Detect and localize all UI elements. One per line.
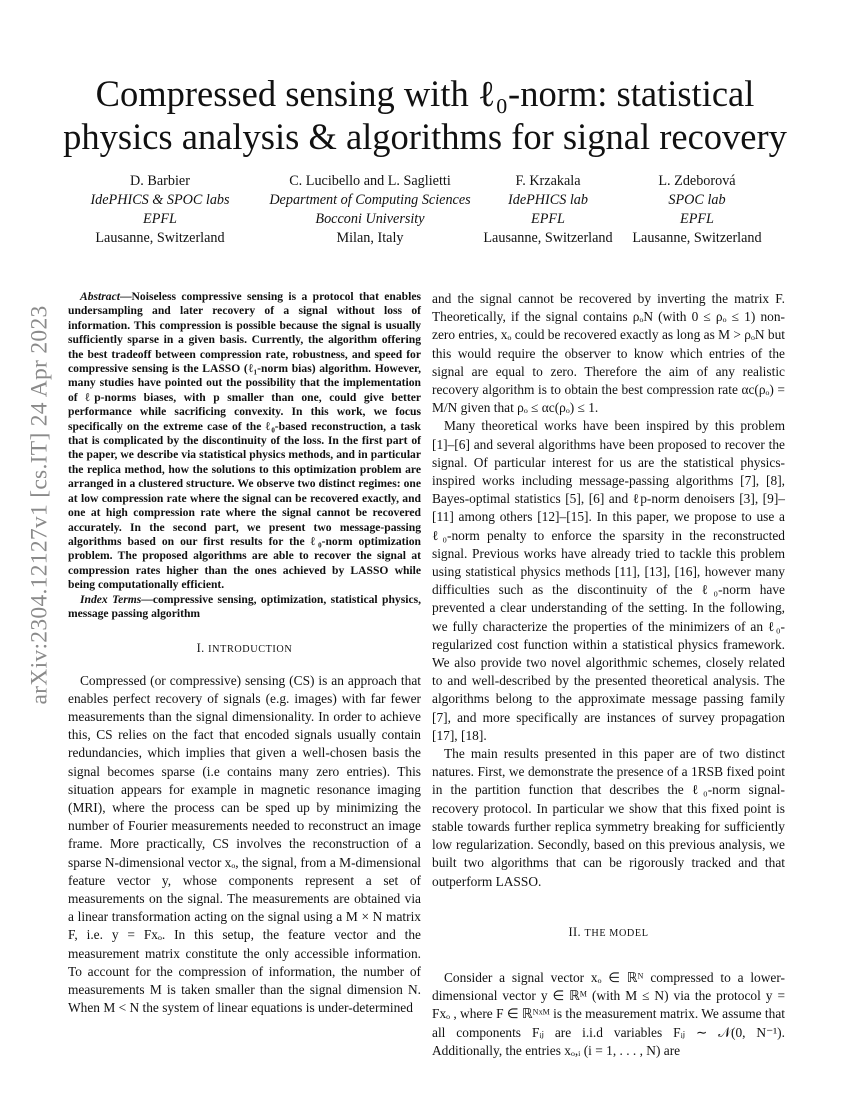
intro-paragraph-1-continued: and the signal cannot be recovered by inverting the matrix F. Theoretically, if the signal contains ρₒN (with 0 ≤ ρₒ ≤ 1) non-zero entries, xₒ could be recovered exactly as long as M > ρₒN but this would require the observer to know which entries of the signal are equal to zero. Therefore the aim of any realistic recovery algorithm is to obtain the best compression rate αc(ρₒ) = M/N given that ρₒ ≤ αc(ρₒ) ≤ 1. xyxy=(432,291,785,416)
title-line-1: Compressed sensing with ℓ₀-norm: statistical xyxy=(95,73,755,114)
author-2 xyxy=(245,172,495,248)
author-name: C. Lucibello and L. Saglietti xyxy=(289,173,451,189)
section-title: INTRODUCTION xyxy=(208,644,293,656)
arxiv-id: arXiv:2304.12127v1 [cs.IT] 24 Apr 2023 xyxy=(26,305,53,705)
paper-title xyxy=(60,72,790,158)
index-terms-label: Index Terms xyxy=(80,592,142,606)
section-heading-model xyxy=(432,923,785,943)
arxiv-sidebar xyxy=(20,300,60,710)
abstract xyxy=(68,290,421,593)
author-institution: EPFL xyxy=(680,211,714,227)
intro-paragraph-2: Many theoretical works have been inspired by this problem [1]–[6] and several algorithms have been proposed to recover the signal. Of particular interest for us are the statistical physics-inspired works including message-passing algorithms [7], [8], Bayes-optimal statistics [5], [6] and ℓp-norm denoisers [3], [9]–[11] among others [12]–[15]. In this paper, we propose to use a ℓ₀-norm penalty to enforce the sparsity in the reconstructed signal. Previous works have already tried to tackle this problem using statistical physics methods [11], [13], [16], however many difficulties such as the discontinuity of the ℓ₀-norm have prevented a clear understanding of the setting. In the following, we fully characterize the properties of the minimizers of an ℓ₀-regularized cost function within a statistical physics framework. We also provide two novel algorithmic schemes, closely related to and well-described by the presented theoretical analysis. The algorithms belong to the approximate message passing family [7], and more specifically are instances of survey propagation [17], [18]. xyxy=(432,418,785,743)
model-paragraph-1: Consider a signal vector xₒ ∈ ℝᴺ compressed to a lower-dimensional vector y ∈ ℝᴹ (with M ≤ N) via the protocol y = Fxₒ , where F ∈ ℝᴺˣᴹ is the measurement matrix. We assume that all components Fᵢⱼ are i.i.d variables Fᵢⱼ ∼ 𝒩(0, N⁻¹). Additionally, the entries xₒ,ᵢ (i = 1, . . . , N) are xyxy=(432,969,785,1058)
abstract-label: Abstract xyxy=(80,290,120,303)
author-affiliation: IdePHICS lab xyxy=(508,192,588,208)
author-3 xyxy=(473,172,623,248)
section-heading-introduction xyxy=(68,639,421,659)
author-institution: EPFL xyxy=(143,211,177,227)
section-title: THE MODEL xyxy=(584,927,649,939)
author-affiliation: SPOC lab xyxy=(668,192,726,208)
author-institution: Bocconi University xyxy=(315,211,425,227)
author-institution: EPFL xyxy=(531,211,565,227)
author-affiliation: Department of Computing Sciences xyxy=(269,192,471,208)
title-line-2: physics analysis & algorithms for signal recovery xyxy=(63,116,787,157)
left-column xyxy=(68,290,421,1017)
author-location: Lausanne, Switzerland xyxy=(95,230,225,246)
author-affiliation: IdePHICS & SPOC labs xyxy=(90,192,230,208)
author-1 xyxy=(60,172,260,248)
section-number: I. xyxy=(196,641,205,656)
author-name: F. Krzakala xyxy=(515,173,581,189)
section-number: II. xyxy=(568,924,582,939)
intro-paragraph-3: The main results presented in this paper are of two distinct natures. First, we demonstrate the presence of a 1RSB fixed point in the partition function that describes the ℓ₀-norm signal-recovery protocol. In particular we show that this fixed point is stable towards further replica symmetry breaking for sufficiently low regularization. Secondly, based on this previous analysis, we built two algorithms that can be rigorously tracked and that outperform LASSO. xyxy=(432,746,785,889)
author-location: Lausanne, Switzerland xyxy=(632,230,762,246)
author-location: Milan, Italy xyxy=(336,230,404,246)
author-location: Lausanne, Switzerland xyxy=(483,230,613,246)
intro-paragraph-1: Compressed (or compressive) sensing (CS) is an approach that enables perfect recovery of signals (e.g. images) with far fewer measurements than the signal dimensionality. In order to achieve this, CS relies on the fact that encoded signals usually contain redundancies, which implies that given a well-chosen basis the signal becomes sparse (i.e contains many zero entries). This situation appears for example in magnetic resonance imaging (MRI), where the process can be sped up by minimizing the number of Fourier measurements needed to reconstruct an image frame. More practically, CS involves the reconstruction of a sparse N-dimensional vector xₒ, the signal, from a M-dimensional feature vector y, whose components represent a set of measurements on the signal. The measurements are obtained via a linear transformation acting on the signal using a M × N matrix F, i.e. y = Fxₒ. In this setup, the feature vector and the measurement matrix constitute the only accessible information. To account for the compression of information, the number of measurements M is taken smaller than the signal dimension N. When M < N the system of linear equations is under-determined xyxy=(68,672,421,1016)
author-4 xyxy=(622,172,772,248)
abstract-text: —Noiseless compressive sensing is a protocol that enables undersampling and later recovery of a signal without loss of information. This compression is possible because the signal is usually sufficiently sparse in a given basis. Currently, the algorithm offering the best tradeoff between compression rate, robustness, and speed for compressive sensing is the LASSO (ℓ₁-norm bias) algorithm. However, many studies have pointed out the possibility that the implementation of ℓp-norms biases, with p smaller than one, could give better performance while sacrificing convexity. In this work, we focus specifically on the extreme case of the ℓ₀-based reconstruction, a task that is complicated by the discontinuity of the loss. In the first part of the paper, we describe via statistical physics methods, and in particular the replica method, how the solutions to this optimization problem are arranged in a clustered structure. We observe two distinct regimes: one at low compression rate where the signal can be recovered exactly, and one at high compression rate where the signal cannot be recovered accurately. In the second part, we present two message-passing algorithms based on our first results for the ℓ₀-norm optimization problem. The proposed algorithms are able to recover the signal at compression rates higher than the ones achieved by LASSO while being computationally efficient. xyxy=(68,290,421,592)
index-terms xyxy=(68,593,421,622)
index-terms-text: —compressive sensing, optimization, statistical physics, message passing algorithm xyxy=(68,592,421,620)
right-column xyxy=(432,290,785,1060)
author-name: L. Zdeborová xyxy=(658,173,736,189)
author-name: D. Barbier xyxy=(130,173,190,189)
